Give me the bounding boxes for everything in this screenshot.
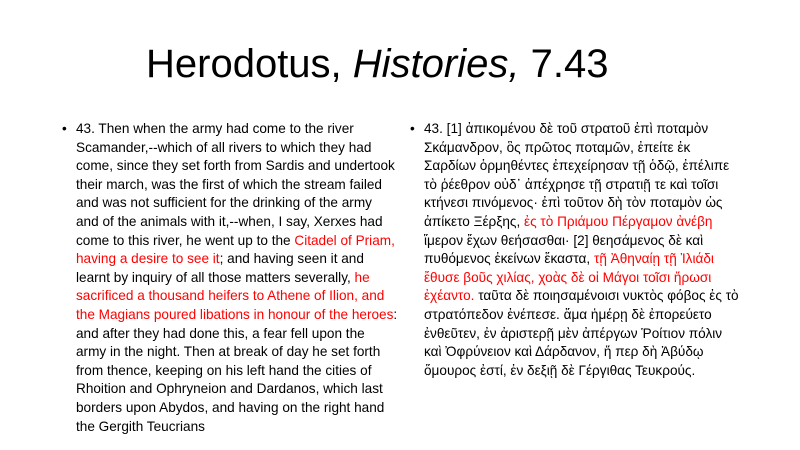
english-text-1: 43. Then when the army had come to the river Scamander,--which of all rivers to which they had come, since they set forth from Sardis and undertook their march, was the first of which the stream failed and was not sufficient for the drinking of the army and of the animals with it,--when, I say, Xerxes had come to this river, he went up to the — [76, 121, 395, 248]
english-highlight-sacrifice: he sacrificed a thousand heifers to Athene of Ilion, and the Magians poured libations in honour of the heroes — [76, 269, 394, 322]
greek-original-text — [410, 120, 740, 380]
title-author: Herodotus, — [146, 42, 353, 86]
english-translation-column — [62, 120, 398, 436]
title-passage: 7.43 — [519, 42, 609, 86]
english-highlight-citadel: Citadel of Priam, having a desire to see it — [76, 232, 395, 267]
english-translation-text — [62, 120, 398, 436]
english-text-2: ; and having seen it and learnt by inquiry of all those matters severally, — [76, 251, 364, 285]
greek-highlight-pergamon: ἐς τὸ Πριάμου Πέργαμον ἀνέβη — [524, 213, 713, 229]
slide-title — [146, 40, 608, 88]
greek-text-2: ἵμερον ἔχων θεήσασθαι· [2] θεησάμενος δὲ καὶ πυθόμενος ἐκείνων ἕκαστα, — [424, 232, 704, 267]
english-text-3: : and after they had done this, a fear fell upon the army in the night. Then at break of day he set forth from thence, keeping on his left hand the cities of Rhoition and Ophryneion and Dardanos, which last borders upon Abydos, and having on the right hand the Gergith Teucrians — [76, 306, 398, 434]
greek-original-column — [410, 120, 740, 380]
greek-highlight-sacrifice: τῇ Ἀθηναίῃ τῇ Ἰλιάδι ἔθυσε βοῦς χιλίας, χοὰς δὲ οἱ Μάγοι τοῖσι ἥρωσι ἐχέαντο. — [424, 251, 714, 304]
english-bullet: • — [62, 121, 67, 136]
greek-text-3: ταῦτα δὲ ποιησαμένοισι νυκτὸς φόβος ἐς τὸ στρατόπεδον ἐνέπεσε. ἅμα ἡμέρῃ δὲ ἐπορεύετο ἐνθεῦτεν, ἐν ἀριστερῇ μὲν ἀπέργων Ῥοίτιον πόλιν καὶ Ὀφρύνειον καὶ Δάρδανον, ἥ περ δὴ Ἀβύδῳ ὅμουρος ἐστί, ἐν δεξιῇ δὲ Γέργιθας Τευκρούς. — [424, 288, 739, 378]
greek-text-1: 43. [1] ἀπικομένου δὲ τοῦ στρατοῦ ἐπὶ ποταμὸν Σκάμανδρον, ὃς πρῶτος ποταμῶν, ἐπείτε ἐκ Σαρδίων ὁρμηθέντες ἐπεχείρησαν τῇ ὁδῷ, ἐπέλιπε τὸ ῥέεθρον οὐδ᾽ ἀπέχρησε τῇ στρατιῇ τε καὶ τοῖσι κτήνεσι πινόμενος· ἐπὶ τοῦτον δὴ τὸν ποταμὸν ὡς ἀπίκετο Ξέρξης, — [424, 121, 730, 229]
greek-bullet: • — [410, 121, 415, 136]
title-work: Histories, — [352, 42, 520, 86]
